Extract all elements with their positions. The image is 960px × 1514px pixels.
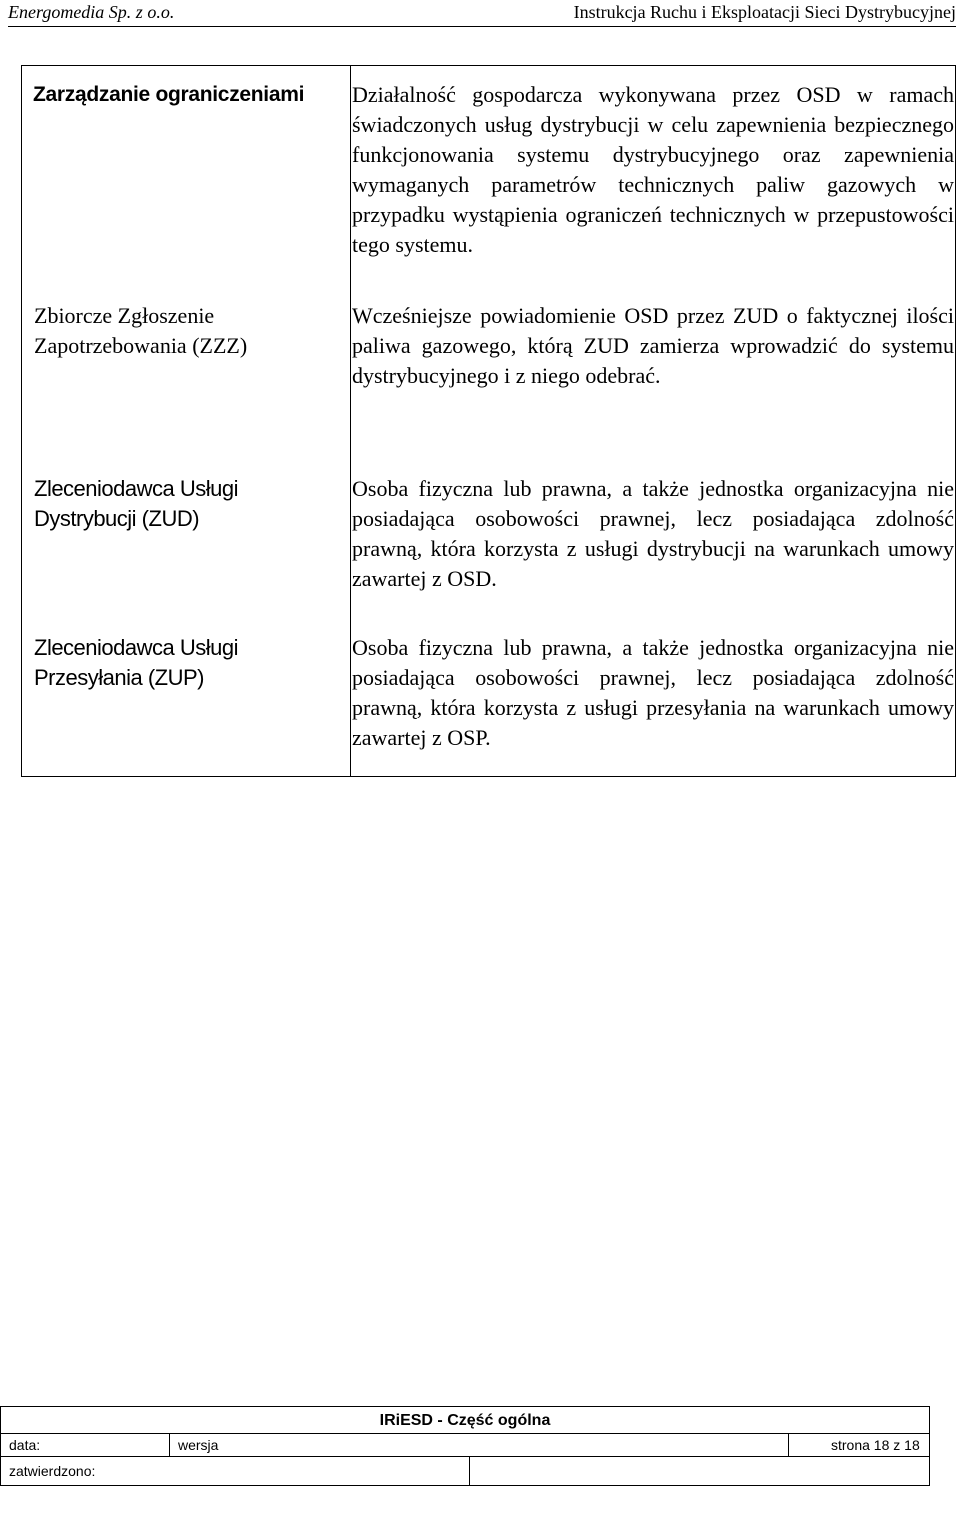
term-zzz: Zbiorcze Zgłoszenie Zapotrzebowania (ZZZ)	[34, 303, 248, 358]
definition-zzz: Wcześniejsze powiadomienie OSD przez ZUD o faktycznej ilości paliwa gazowego, którą ZUD zamierza wprowadzić do systemu dystrybucyjnego i z niego odebrać.	[352, 303, 954, 388]
column-divider	[350, 65, 351, 777]
footer-version-label: wersja	[169, 1433, 789, 1457]
term-zarzadzanie-ograniczeniami: Zarządzanie ograniczeniami	[33, 83, 305, 106]
footer-title: IRiESD - Część ogólna	[0, 1406, 930, 1434]
page-header	[8, 0, 956, 28]
header-document-title: Instrukcja Ruchu i Eksploatacji Sieci Dystrybucyjnej	[573, 2, 956, 22]
definition-zup: Osoba fizyczna lub prawna, a także jednostka organizacyjna nie posiadająca osobowości prawnej, lecz posiadająca zdolność prawną, która korzysta z usługi przesyłania na warunkach umowy zawartej z OSP.	[352, 635, 954, 750]
header-company: Energomedia Sp. z o.o.	[8, 2, 175, 22]
term-zud: Zleceniodawca Usługi Dystrybucji (ZUD)	[34, 476, 238, 531]
page-footer	[0, 1406, 960, 1506]
footer-approved-label: zatwierdzono:	[0, 1456, 470, 1486]
footer-blank-cell	[469, 1456, 930, 1486]
definition-zarzadzanie-ograniczeniami: Działalność gospodarcza wykonywana przez OSD w ramach świadczonych usług dystrybucji w celu zapewnienia bezpiecznego funkcjonowania systemu dystrybucyjnego oraz zapewnienia wymaganych parametrów technicznych paliw gazowych w przypadku wystąpienia ograniczeń technicznych w przepustowości tego systemu.	[352, 82, 954, 257]
footer-page-number: strona 18 z 18	[788, 1433, 930, 1457]
definition-zud: Osoba fizyczna lub prawna, a także jednostka organizacyjna nie posiadająca osobowości prawnej, lecz posiadająca zdolność prawną, która korzysta z usługi dystrybucji na warunkach umowy zawartej z OSD.	[352, 476, 954, 591]
term-zup: Zleceniodawca Usługi Przesyłania (ZUP)	[34, 635, 238, 690]
footer-date-label: data:	[0, 1433, 170, 1457]
header-divider	[8, 26, 956, 27]
